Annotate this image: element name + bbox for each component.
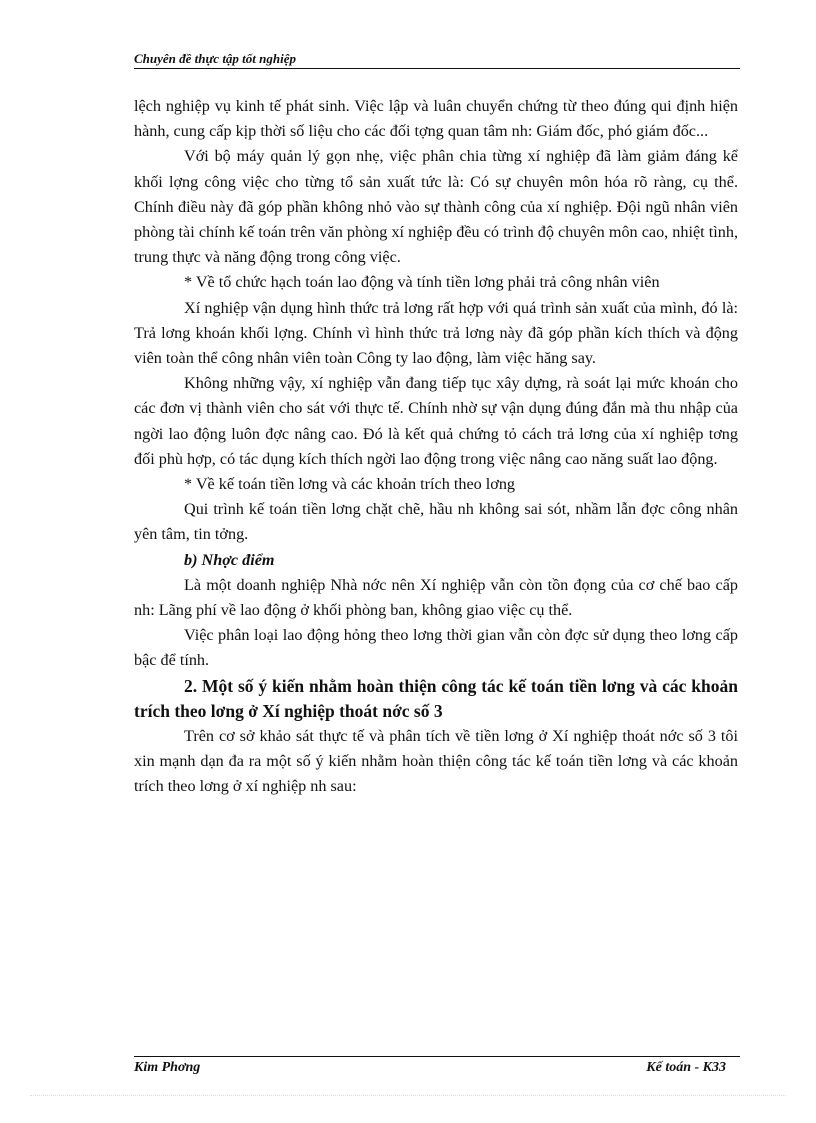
page-footer (134, 1056, 740, 1079)
paragraph: * Về kế toán tiền lơng và các khoản trích theo lơng (184, 475, 516, 494)
paragraph: Trên cơ sở khảo sát thực tế và phân tích về tiền lơng ở Xí nghiệp thoát nớc số 3 tôi xin mạnh dạn đa ra một số ý kiến nhằm hoàn thiện công tác kế toán tiền lơng và các khoản trích theo lơng ở xí nghiệp nh sau: (134, 727, 738, 796)
paragraph: Với bộ máy quản lý gọn nhẹ, việc phân chia từng xí nghiệp đã làm giảm đáng kể khối lợng công việc cho từng tổ sản xuất tức là: Có sự chuyên môn hóa rõ ràng, cụ thể. Chính điều này đã góp phần không nhỏ vào sự thành công của xí nghiệp. Đội ngũ nhân viên phòng tài chính kế toán trên văn phòng xí nghiệp đều có trình độ chuyên môn cao, nhiệt tình, trung thực và năng động trong công việc. (134, 147, 738, 267)
paragraph: * Về tổ chức hạch toán lao động và tính tiền lơng phải trả công nhân viên (184, 273, 660, 292)
paragraph: Không những vậy, xí nghiệp vẫn đang tiếp tục xây dựng, rà soát lại mức khoán cho các đơn vị thành viên cho sát với thực tế. Chính nhờ sự vận dụng đúng đắn mà thu nhập của ngời lao động luôn đợc nâng cao. Đó là kết quả chứng tỏ cách trả lơng của xí nghiệp tơng đối phù hợp, có tác dụng kích thích ngời lao động trong việc nâng cao năng suất lao động. (134, 374, 738, 468)
paragraph: Việc phân loại lao động hỏng theo lơng thời gian vẫn còn đợc sử dụng theo lơng cấp bậc để tính. (134, 626, 738, 670)
section-heading: 2. Một số ý kiến nhằm hoàn thiện công tác kế toán tiền lơng và các khoản trích theo lơng ở Xí nghiệp thoát nớc số 3 (134, 675, 738, 721)
page-header (134, 48, 740, 69)
footer-author: Kim Phơng (134, 1060, 201, 1075)
paragraph: Xí nghiệp vận dụng hình thức trả lơng rất hợp với quá trình sản xuất của mình, đó là: Trả lơng khoán khối lợng. Chính vì hình thức trả lơng này đã góp phần kích thích và động viên toàn thể công nhân viên toàn Công ty lao động, làm việc hăng say. (134, 298, 738, 368)
page-edge-divider (30, 1095, 786, 1096)
body-text (134, 94, 738, 800)
subheading: b) Nhợc điểm (184, 550, 275, 569)
header-title: Chuyên đề thực tập tốt nghiệp (134, 51, 296, 66)
footer-class: Kế toán - K33 (646, 1060, 726, 1075)
paragraph: Qui trình kế toán tiền lơng chặt chẽ, hầu nh không sai sót, nhầm lẫn đợc công nhân yên tâm, tin tởng. (134, 500, 738, 544)
paragraph: lệch nghiệp vụ kinh tế phát sinh. Việc lập và luân chuyển chứng từ theo đúng qui định hiện hành, cung cấp kịp thời số liệu cho các đối tợng quan tâm nh: Giám đốc, phó giám đốc... (134, 97, 738, 141)
paragraph: Là một doanh nghiệp Nhà nớc nên Xí nghiệp vẫn còn tồn đọng của cơ chế bao cấp nh: Lãng phí về lao động ở khối phòng ban, không giao việc cụ thể. (134, 575, 738, 620)
